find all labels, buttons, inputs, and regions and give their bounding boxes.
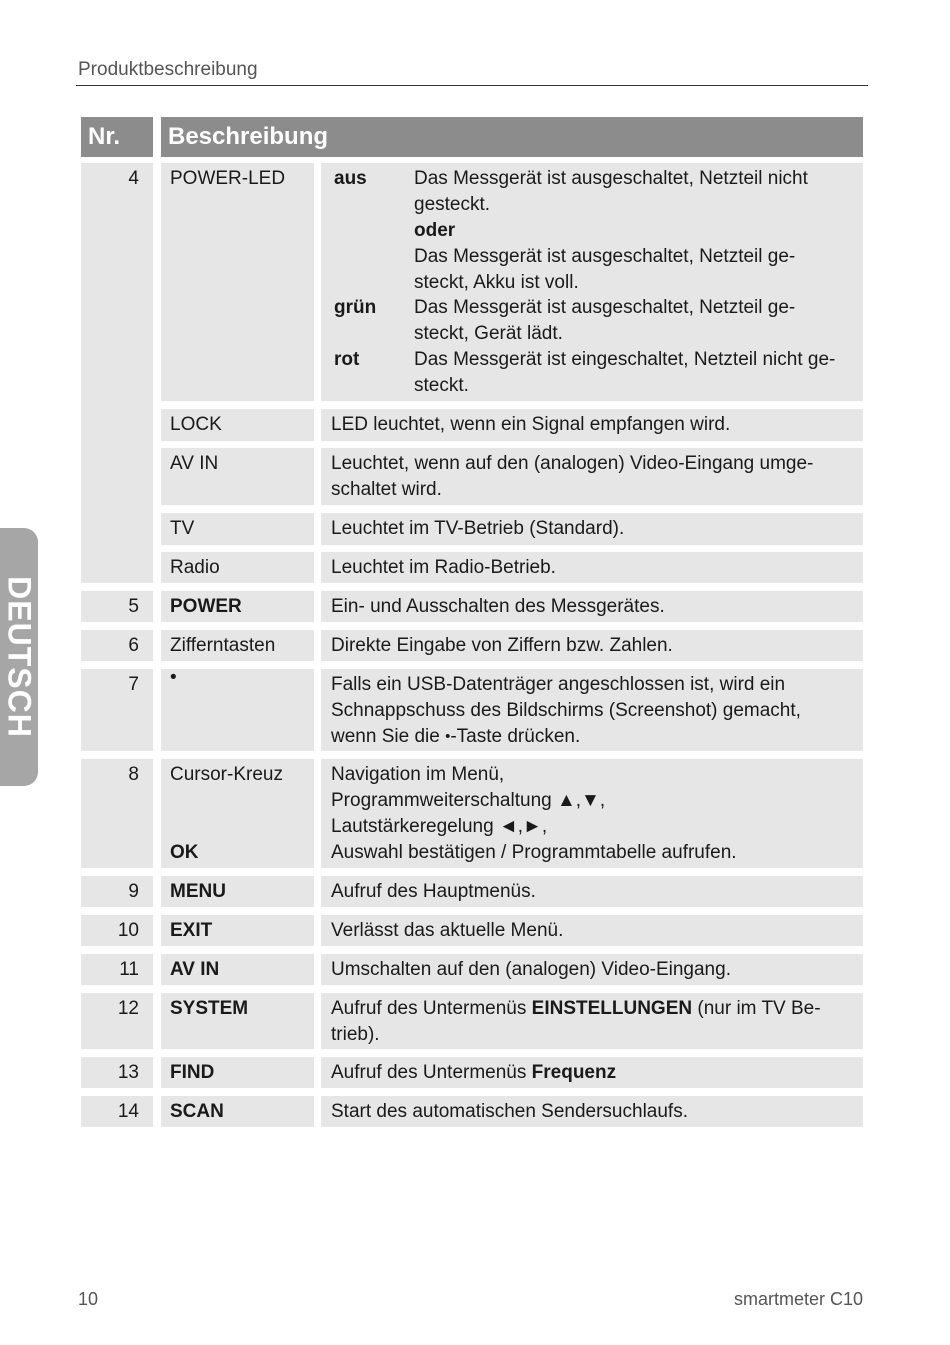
desc-line: Das Messgerät ist eingeschaltet, Netzteil nicht ge-: [414, 349, 836, 370]
desc-text: Aufruf des Untermenüs: [331, 998, 532, 1019]
desc-text: Aufruf des Untermenüs: [331, 1062, 532, 1083]
item-description: [321, 448, 863, 505]
desc-line: [331, 996, 851, 1022]
desc-line: Das Messgerät ist ausgeschaltet, Netzteil ge-: [414, 297, 796, 318]
desc-line: Falls ein USB-Datenträger angeschlossen ist, wird ein: [331, 674, 786, 695]
row-number: 12: [81, 993, 153, 1049]
item-description: Aufruf des Hauptmenüs.: [321, 876, 863, 907]
item-description: [321, 669, 863, 751]
item-name: POWER: [161, 591, 314, 622]
row-number: 14: [81, 1096, 153, 1127]
item-description: Umschalten auf den (analogen) Video-Eingang.: [321, 954, 863, 985]
desc-line: Das Messgerät ist ausgeschaltet, Netzteil nicht: [414, 168, 808, 189]
desc-line: steckt, Gerät lädt.: [414, 323, 563, 344]
desc-line: schaltet wird.: [331, 479, 442, 500]
column-header-nr: Nr.: [81, 117, 153, 157]
column-header-description: Beschreibung: [161, 117, 863, 157]
row-number: 9: [81, 876, 153, 907]
item-name: FIND: [161, 1057, 314, 1088]
dot-key-name: •: [161, 669, 314, 751]
item-name: [161, 759, 314, 868]
desc-line: steckt.: [414, 375, 469, 396]
item-name: TV: [161, 513, 314, 545]
item-name: LOCK: [161, 409, 314, 441]
row-number: 5: [81, 591, 153, 622]
row-number: 10: [81, 915, 153, 946]
language-tab-label: DEUTSCH: [1, 576, 38, 738]
item-description: [321, 1057, 863, 1088]
item-name: SCAN: [161, 1096, 314, 1127]
row-number: 6: [81, 630, 153, 661]
ok-name: OK: [170, 842, 199, 863]
item-name: EXIT: [161, 915, 314, 946]
desc-or: oder: [414, 220, 456, 241]
item-name: SYSTEM: [161, 993, 314, 1049]
item-description: Start des automatischen Sendersuchlaufs.: [321, 1096, 863, 1127]
desc-bold: EINSTELLUNGEN: [531, 998, 693, 1019]
desc-line: Programmweiterschaltung ▲,▼,: [331, 790, 606, 811]
desc-bold: Frequenz: [531, 1062, 617, 1083]
row-number: 4: [81, 163, 153, 583]
row-number: 13: [81, 1057, 153, 1088]
desc-line: trieb).: [331, 1024, 380, 1045]
item-description: Leuchtet im TV-Betrieb (Standard).: [321, 513, 863, 545]
desc-line: Navigation im Menü,: [331, 764, 505, 785]
item-name: AV IN: [161, 954, 314, 985]
item-description: Ein- und Ausschalten des Messgerätes.: [321, 591, 863, 622]
page-number: 10: [78, 1289, 99, 1309]
row-number: 7: [81, 669, 153, 751]
desc-text: wenn Sie die: [331, 726, 446, 748]
item-name: AV IN: [161, 448, 314, 505]
state-description: [414, 347, 860, 399]
row-number: 8: [81, 759, 153, 868]
item-name: Radio: [161, 552, 314, 583]
desc-line: steckt, Akku ist voll.: [414, 272, 579, 293]
header-divider: [76, 85, 868, 86]
state-key: aus: [334, 168, 367, 189]
row-number: 11: [81, 954, 153, 985]
item-name: MENU: [161, 876, 314, 907]
desc-text: -Taste drücken.: [450, 726, 581, 748]
item-name: POWER-LED: [161, 163, 314, 401]
item-description: Leuchtet im Radio-Betrieb.: [321, 552, 863, 583]
product-name: smartmeter C10: [733, 1289, 863, 1309]
item-description: LED leuchtet, wenn ein Signal empfangen wird.: [321, 409, 863, 441]
dot-icon: •: [445, 728, 451, 745]
item-description: [321, 759, 863, 868]
state-description: [414, 166, 860, 296]
desc-line: gesteckt.: [414, 194, 491, 215]
item-description: Direkte Eingabe von Ziffern bzw. Zahlen.: [321, 630, 863, 661]
state-key: grün: [334, 297, 377, 318]
desc-line: [331, 724, 851, 750]
item-description: Verlässt das aktuelle Menü.: [321, 915, 863, 946]
item-description: [321, 993, 863, 1049]
state-key: rot: [334, 349, 360, 370]
state-description: [414, 295, 860, 347]
cursor-name: Cursor-Kreuz: [170, 764, 283, 785]
desc-line: Leuchtet, wenn auf den (analogen) Video-Eingang umge-: [331, 453, 814, 474]
desc-line: Auswahl bestätigen / Programmtabelle aufrufen.: [331, 842, 737, 863]
item-name: Zifferntasten: [161, 630, 314, 661]
desc-line: Das Messgerät ist ausgeschaltet, Netzteil ge-: [414, 246, 796, 267]
desc-line: Lautstärkeregelung ◄,►,: [331, 816, 548, 837]
desc-text: (nur im TV Be-: [692, 998, 821, 1019]
desc-line: Schnappschuss des Bildschirms (Screenshot) gemacht,: [331, 700, 801, 721]
section-title: Produktbeschreibung: [78, 59, 258, 80]
